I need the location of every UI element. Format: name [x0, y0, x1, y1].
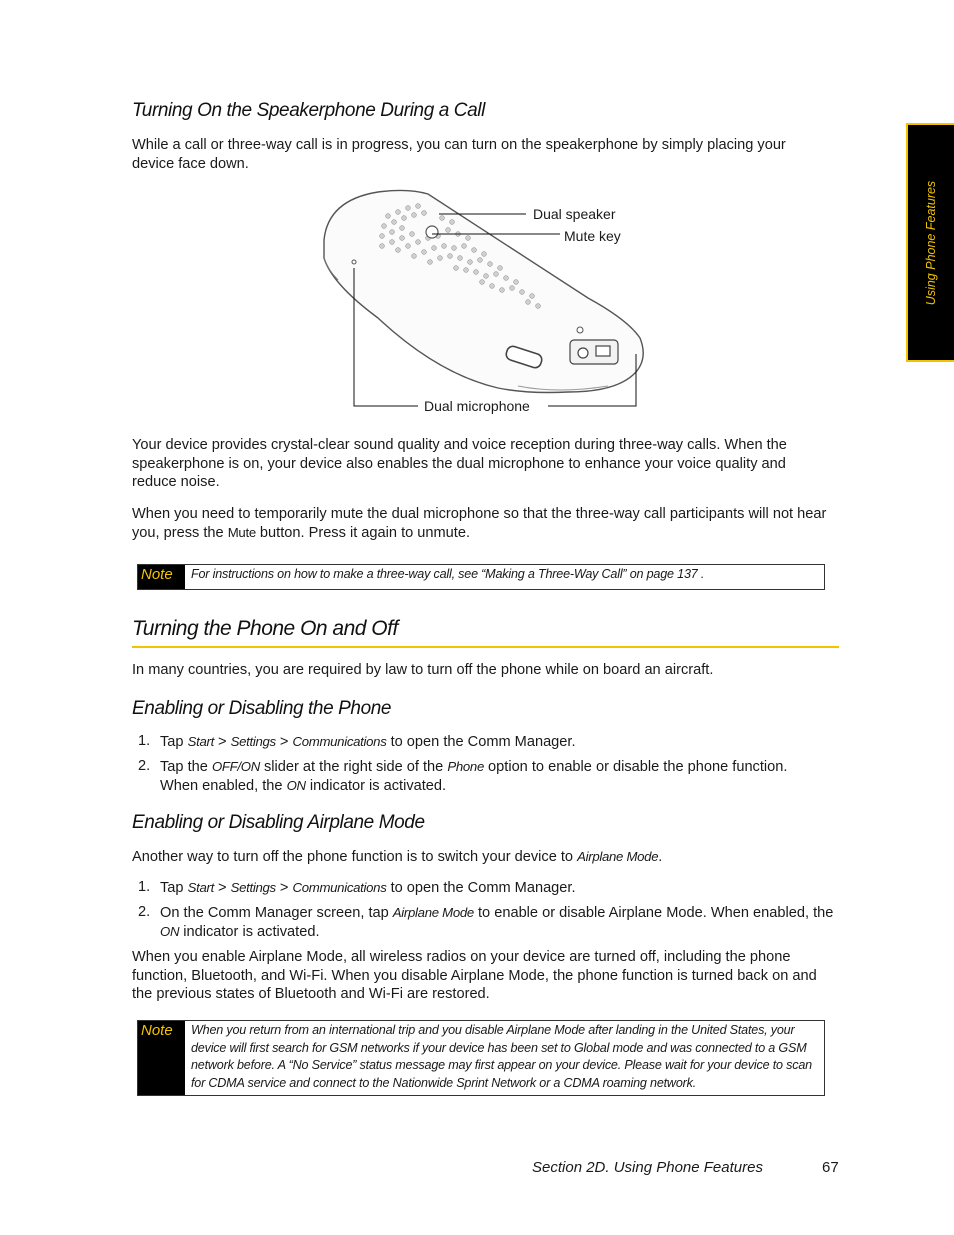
phone-on-off-intro: In many countries, you are required by law to turn off the phone while on board an aircraft.: [132, 662, 714, 678]
page-number: 67: [822, 1159, 839, 1176]
speakerphone-intro: While a call or three-way call is in progress, you can turn on the speakerphone by simply placing your device face down.: [132, 137, 786, 172]
speakerphone-para-1: Your device provides crystal-clear sound quality and voice reception during three-way calls. When the speakerphone is on, your device also enables the dual microphone to enhance your voice quality and reduce noise.: [132, 437, 787, 490]
phone-on-off-heading: Turning the Phone On and Off: [132, 617, 398, 640]
callout-mute-key: Mute key: [564, 228, 621, 244]
note-label: Note: [138, 565, 185, 589]
speakerphone-heading: Turning On the Speakerphone During a Call: [132, 100, 485, 121]
airplane-mode-heading: Enabling or Disabling Airplane Mode: [132, 812, 425, 833]
note-box-2: [137, 1020, 825, 1096]
side-section-tab: [906, 123, 954, 362]
note-text: For instructions on how to make a three-way call, see “Making a Three-Way Call” on page 137 .: [191, 567, 705, 581]
note-text: When you return from an international trip and you disable Airplane Mode after landing in the United States, your device will first search for GSM networks if your device has been set to Global mode and was connected to a GSM network before. A “No Service” status message may first appear on your device. Please wait for your device to scan for CDMA service and connect to the Nationwide Sprint Network or a CDMA roaming network.: [191, 1023, 812, 1090]
heading-rule: [132, 646, 839, 648]
airplane-mode-para: When you enable Airplane Mode, all wireless radios on your device are turned off, including the phone function, Bluetooth, and Wi-Fi. When you disable Airplane Mode, the phone function is turned back on and the previous states of Bluetooth and Wi-Fi are restored.: [132, 949, 817, 1002]
enable-phone-heading: Enabling or Disabling the Phone: [132, 698, 392, 719]
device-figure: [318, 188, 650, 420]
mute-button-ref: Mute: [227, 524, 256, 540]
side-tab-label: Using Phone Features: [924, 180, 938, 305]
speakerphone-para-2: When you need to temporarily mute the dual microphone so that the three-way call participants will not hear you, press the Mute button. Press it again to unmute.: [132, 506, 827, 541]
callout-dual-microphone: Dual microphone: [424, 398, 530, 414]
mute-key-icon: [426, 226, 438, 238]
note-label: Note: [138, 1021, 185, 1095]
airplane-mode-intro: Another way to turn off the phone function is to switch your device to Airplane Mode.: [132, 849, 663, 865]
callout-dual-speaker: Dual speaker: [533, 206, 616, 222]
note-box-1: [137, 564, 825, 590]
footer-section-title: Section 2D. Using Phone Features: [532, 1159, 763, 1176]
